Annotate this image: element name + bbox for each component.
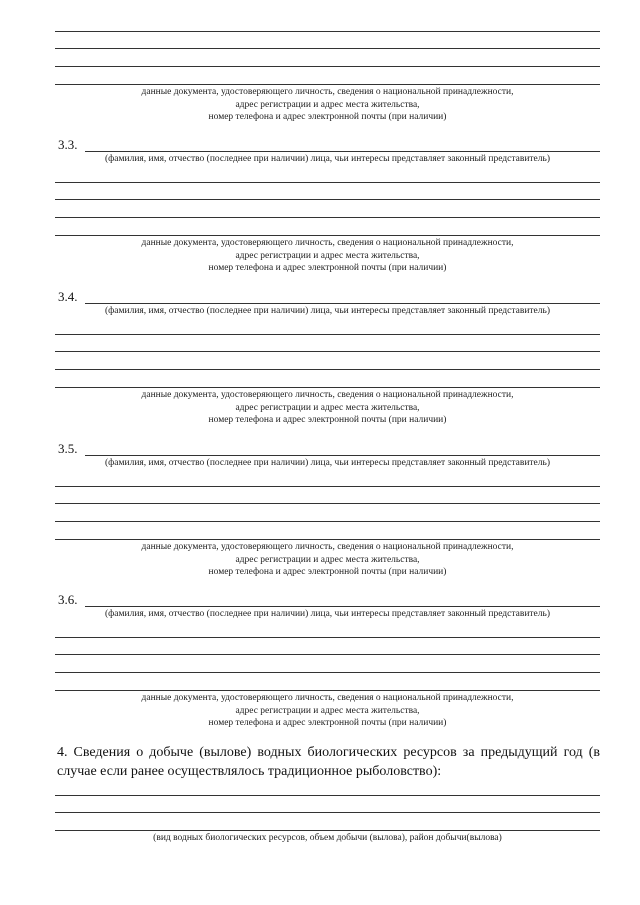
caption-line: номер телефона и адрес электронной почты (при наличии) <box>208 415 447 425</box>
blank-line[interactable] <box>55 182 600 183</box>
document-caption <box>55 541 600 579</box>
blank-line[interactable] <box>55 48 600 49</box>
section-4-text: Сведения о добыче (вылове) водных биологических ресурсов за предыдущий год (в случае если ранее осуществлялось традиционное рыболовство): <box>57 745 600 779</box>
blank-line[interactable] <box>55 31 600 32</box>
blank-line[interactable] <box>55 387 600 388</box>
caption-line: данные документа, удостоверяющего личность, сведения о национальной принадлежности, <box>141 693 514 703</box>
document-caption <box>55 237 600 275</box>
caption-line: адрес регистрации и адрес места жительства, <box>235 554 420 565</box>
blank-line[interactable] <box>55 503 600 504</box>
blank-line[interactable] <box>55 654 600 655</box>
blank-line[interactable] <box>55 830 600 831</box>
section-4-heading <box>57 743 600 781</box>
caption-line: данные документа, удостоверяющего личность, сведения о национальной принадлежности, <box>141 238 514 248</box>
caption-line: адрес регистрации и адрес места жительства, <box>235 99 420 110</box>
document-caption <box>55 86 600 124</box>
section-number: 3.4. <box>58 289 78 304</box>
blank-line[interactable] <box>55 84 600 85</box>
caption-line: данные документа, удостоверяющего личность, сведения о национальной принадлежности, <box>141 390 514 400</box>
blank-line[interactable] <box>55 334 600 335</box>
caption-line: адрес регистрации и адрес места жительства, <box>235 250 420 261</box>
blank-line[interactable] <box>55 235 600 236</box>
section-number: 3.3. <box>58 137 78 152</box>
caption-line: номер телефона и адрес электронной почты (при наличии) <box>208 567 447 577</box>
blank-line[interactable] <box>55 486 600 487</box>
blank-line[interactable] <box>55 369 600 370</box>
fio-caption: (фамилия, имя, отчество (последнее при наличии) лица, чьи интересы представляет законный представитель) <box>104 306 551 316</box>
caption-line: данные документа, удостоверяющего личность, сведения о национальной принадлежности, <box>141 542 514 552</box>
blank-line[interactable] <box>55 795 600 796</box>
blank-line[interactable] <box>55 539 600 540</box>
fio-line[interactable] <box>85 455 600 456</box>
blank-line[interactable] <box>55 672 600 673</box>
caption-line: адрес регистрации и адрес места жительства, <box>235 402 420 413</box>
fio-caption: (фамилия, имя, отчество (последнее при наличии) лица, чьи интересы представляет законный представитель) <box>104 609 551 619</box>
blank-line[interactable] <box>55 351 600 352</box>
caption-line: адрес регистрации и адрес места жительства, <box>235 705 420 716</box>
blank-line[interactable] <box>55 637 600 638</box>
blank-line[interactable] <box>55 66 600 67</box>
section-number: 3.6. <box>58 592 78 607</box>
blank-line[interactable] <box>55 812 600 813</box>
fio-caption: (фамилия, имя, отчество (последнее при наличии) лица, чьи интересы представляет законный представитель) <box>104 154 551 164</box>
catch-caption: (вид водных биологических ресурсов, объем добычи (вылова), район добычи(вылова) <box>153 833 502 843</box>
blank-line[interactable] <box>55 199 600 200</box>
blank-line[interactable] <box>55 690 600 691</box>
fio-line[interactable] <box>85 606 600 607</box>
caption-line: номер телефона и адрес электронной почты (при наличии) <box>208 112 447 122</box>
blank-line[interactable] <box>55 521 600 522</box>
caption-line: номер телефона и адрес электронной почты (при наличии) <box>208 718 447 728</box>
caption-line: номер телефона и адрес электронной почты (при наличии) <box>208 263 447 273</box>
section-number: 3.5. <box>58 441 78 456</box>
document-caption <box>55 692 600 730</box>
caption-line: данные документа, удостоверяющего личность, сведения о национальной принадлежности, <box>141 87 514 97</box>
fio-line[interactable] <box>85 151 600 152</box>
blank-line[interactable] <box>55 217 600 218</box>
fio-line[interactable] <box>85 303 600 304</box>
document-caption <box>55 389 600 427</box>
section-number: 4. <box>57 745 68 760</box>
fio-caption: (фамилия, имя, отчество (последнее при наличии) лица, чьи интересы представляет законный представитель) <box>104 458 551 468</box>
